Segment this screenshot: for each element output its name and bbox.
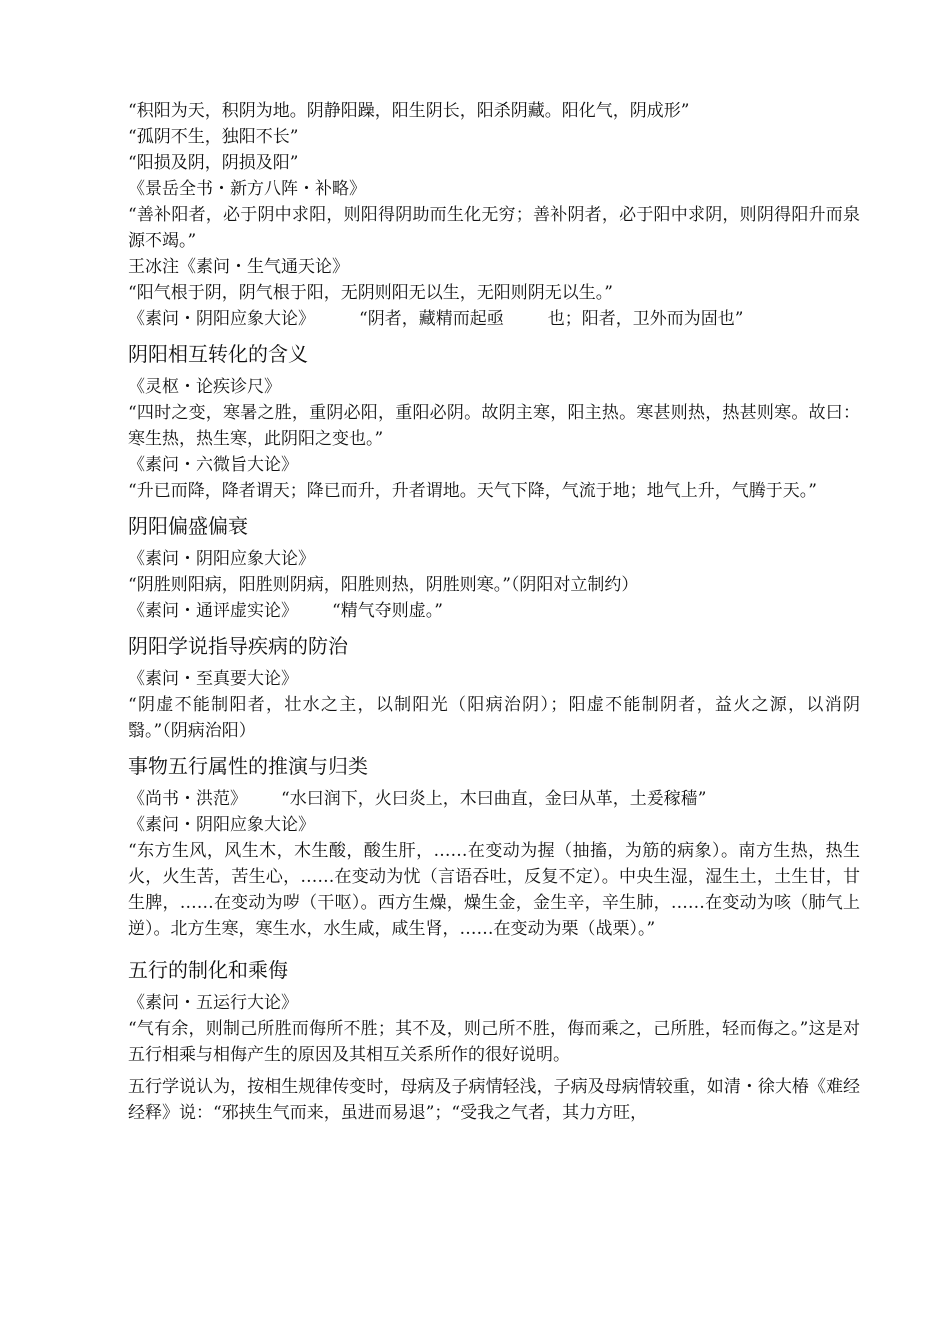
quote-paragraph: “阴虚不能制阳者，壮水之主，以制阳光（阳病治阴）；阳虚不能制阴者，益火之源，以消阴翳。”（阴病治阳） <box>128 695 860 741</box>
source-citation: 王冰注《素问・生气通天论》 <box>128 257 349 277</box>
quote-text: “精气夺则虚。” <box>332 601 443 621</box>
source-citation: 《素问・阴阳应象大论》 <box>128 309 315 329</box>
quote-line: “孤阴不生，独阳不长” <box>128 127 299 147</box>
document-page <box>128 98 860 1126</box>
source-citation: 《景岳全书・新方八阵・补略》 <box>128 179 366 199</box>
quote-paragraph: “气有余，则制己所胜而侮所不胜；其不及，则己所不胜，侮而乘之，己所胜，轻而侮之。”这是对五行相乘与相侮产生的原因及其相互关系所作的很好说明。 <box>128 1019 860 1065</box>
quote-paragraph: “东方生风，风生木，木生酸，酸生肝，……在变动为握（抽搐，为筋的病象）。南方生热，热生火，火生苦，苦生心，……在变动为忧（言语吞吐，反复不定）。中央生湿，湿生土，土生甘，甘生脾，……在变动为哕（干呕）。西方生燥，燥生金，金生辛，辛生肺，……在变动为咳（肺气上逆）。北方生寒，寒生水，水生咸，咸生肾，……在变动为栗（战栗）。” <box>128 841 860 939</box>
quote-paragraph: “升已而降，降者谓天；降已而升，升者谓地。天气下降，气流于地；地气上升，气腾于天。” <box>128 481 817 501</box>
citation-with-quote <box>128 598 860 624</box>
section-heading: 阴阳学说指导疾病的防治 <box>128 634 348 658</box>
source-citation: 《素问・至真要大论》 <box>128 669 298 689</box>
quote-line: “积阳为天，积阴为地。阴静阳躁，阳生阴长，阳杀阴藏。阳化气，阴成形” <box>128 101 690 121</box>
quote-line: “阴胜则阳病，阳胜则阴病，阳胜则热，阴胜则寒。”（阴阳对立制约） <box>128 575 639 595</box>
source-citation: 《素问・阴阳应象大论》 <box>128 815 315 835</box>
source-citation: 《素问・五运行大论》 <box>128 993 298 1013</box>
source-citation: 《素问・通评虚实论》 <box>128 601 298 621</box>
section-heading: 阴阳偏盛偏衰 <box>128 514 248 538</box>
quote-paragraph: “善补阳者，必于阴中求阳，则阳得阴助而生化无穷；善补阴者，必于阳中求阴，则阴得阳升而泉源不竭。” <box>128 205 860 251</box>
quote-text: 也；阳者，卫外而为固也” <box>547 309 744 329</box>
source-citation: 《灵枢・论疾诊尺》 <box>128 377 281 397</box>
source-citation: 《素问・阴阳应象大论》 <box>128 549 315 569</box>
quote-text: “阴者，藏精而起亟 <box>359 309 504 329</box>
quote-line: “阳气根于阴，阴气根于阳，无阴则阳无以生，无阳则阴无以生。” <box>128 283 613 303</box>
source-citation: 《素问・六微旨大论》 <box>128 455 298 475</box>
quote-line: “阳损及阴，阴损及阳” <box>128 153 299 173</box>
quote-paragraph: “四时之变，寒暑之胜，重阴必阳，重阳必阴。故阴主寒，阳主热。寒甚则热，热甚则寒。故曰：寒生热，热生寒，此阴阳之变也。” <box>128 403 860 449</box>
citation-with-quote <box>128 306 860 332</box>
quote-text: “水曰润下，火曰炎上，木曰曲直，金曰从革，土爰稼穑” <box>281 789 707 809</box>
source-citation: 《尚书・洪范》 <box>128 789 247 809</box>
citation-with-quote <box>128 786 860 812</box>
section-heading: 事物五行属性的推演与归类 <box>128 754 368 778</box>
section-heading: 阴阳相互转化的含义 <box>128 342 308 366</box>
section-heading: 五行的制化和乘侮 <box>128 958 288 982</box>
body-paragraph: 五行学说认为，按相生规律传变时，母病及子病情轻浅，子病及母病情较重，如清・徐大椿《难经经释》说：“邪挟生气而来，虽进而易退”；“受我之气者，其力方旺， <box>128 1077 860 1123</box>
